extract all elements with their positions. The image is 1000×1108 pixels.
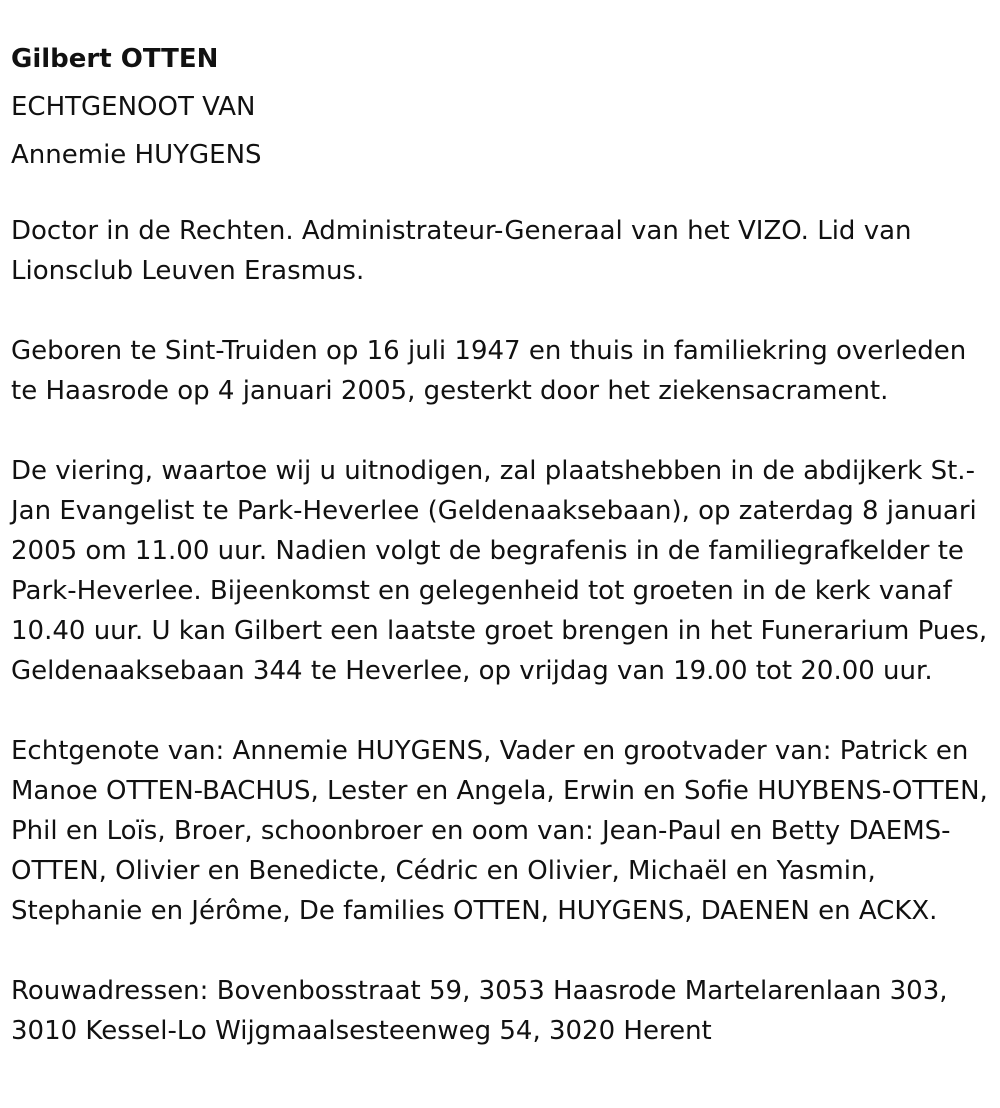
bio-paragraph: Doctor in de Rechten. Administrateur-Generaal van het VIZO. Lid van Lionsclub Leuven Erasmus. xyxy=(11,216,912,286)
relation-label: ECHTGENOOT VAN xyxy=(11,92,256,122)
deceased-name: Gilbert OTTEN xyxy=(11,44,219,74)
spacer xyxy=(11,291,989,331)
addresses-paragraph: Rouwadressen: Bovenbosstraat 59, 3053 Haasrode Martelarenlaan 303, 3010 Kessel-Lo Wijgmaalsesteenweg 54, 3020 Herent xyxy=(11,976,948,1046)
spouse-name: Annemie HUYGENS xyxy=(11,140,262,170)
spacer xyxy=(11,931,989,971)
ceremony-paragraph: De viering, waartoe wij u uitnodigen, zal plaatshebben in de abdijkerk St.-Jan Evangelist te Park-Heverlee (Geldenaaksebaan), op zaterdag 8 januari 2005 om 11.00 uur. Nadien volgt de begrafenis in de familiegrafkelder te Park-Heverlee. Bijeenkomst en gelegenheid tot groeten in de kerk vanaf 10.40 uur. U kan Gilbert een laatste groet brengen in het Funerarium Pues, Geldenaaksebaan 344 te Heverlee, op vrijdag van 19.00 tot 20.00 uur. xyxy=(11,456,988,686)
spacer xyxy=(11,691,989,731)
spacer xyxy=(11,411,989,451)
family-paragraph: Echtgenote van: Annemie HUYGENS, Vader en grootvader van: Patrick en Manoe OTTEN-BACHUS, Lester en Angela, Erwin en Sofie HUYBENS-OTTEN, Phil en Loïs, Broer, schoonbroer en oom van: Jean-Paul en Betty DAEMS-OTTEN, Olivier en Benedicte, Cédric en Olivier, Michaël en Yasmin, Stephanie en Jérôme, De families OTTEN, HUYGENS, DAENEN en ACKX. xyxy=(11,736,988,926)
spacer xyxy=(11,179,989,211)
birth-death-paragraph: Geboren te Sint-Truiden op 16 juli 1947 en thuis in familiekring overleden te Haasrode op 4 januari 2005, gesterkt door het ziekensacrament. xyxy=(11,336,967,406)
